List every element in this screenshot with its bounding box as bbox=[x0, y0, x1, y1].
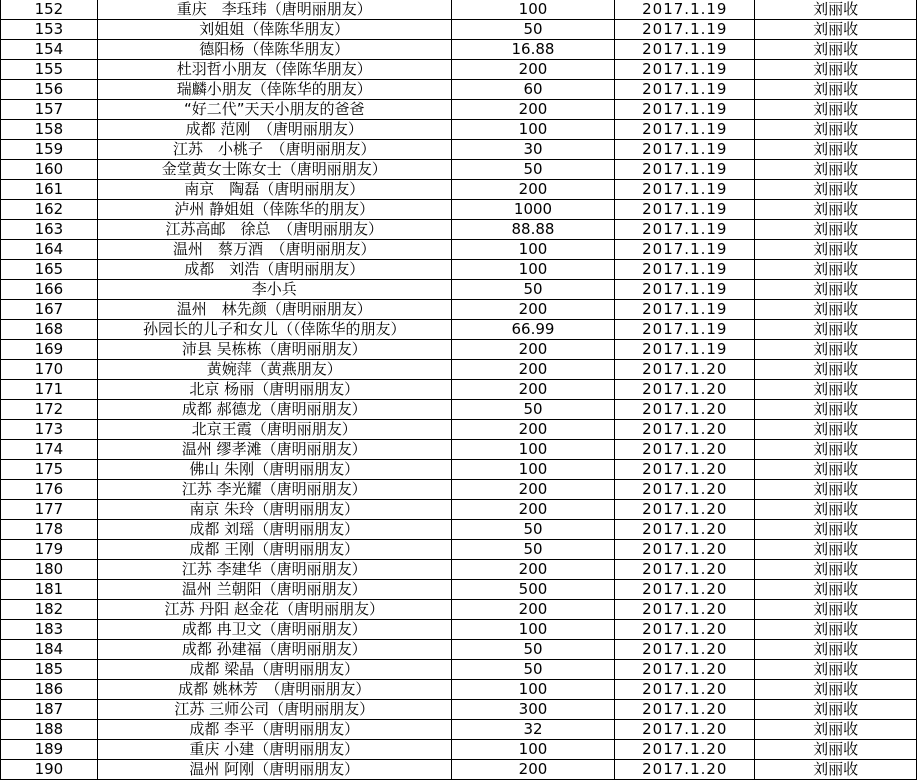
table-row bbox=[1, 620, 917, 640]
cell-donor-name[interactable]: 江苏 三师公司（唐明丽朋友） bbox=[97, 700, 451, 720]
table-row bbox=[1, 340, 917, 360]
cell-number[interactable]: 181 bbox=[1, 580, 98, 600]
cell-amount[interactable]: 200 bbox=[451, 760, 615, 780]
cell-receiver[interactable]: 刘丽收 bbox=[755, 640, 917, 660]
table-row bbox=[1, 320, 917, 340]
cell-donor-name[interactable]: 温州 林先颜（唐明丽朋友） bbox=[97, 300, 451, 320]
cell-amount[interactable]: 100 bbox=[451, 260, 615, 280]
cell-amount[interactable]: 200 bbox=[451, 60, 615, 80]
cell-number[interactable]: 190 bbox=[1, 760, 98, 780]
cell-donor-name[interactable]: 孙园长的儿子和女儿（（倖陈华的朋友） bbox=[97, 320, 451, 340]
cell-date[interactable]: 2017.1.19 bbox=[615, 160, 755, 180]
cell-donor-name[interactable]: 成都 冉卫文（唐明丽朋友） bbox=[97, 620, 451, 640]
cell-date[interactable]: 2017.1.20 bbox=[615, 580, 755, 600]
cell-date[interactable]: 2017.1.20 bbox=[615, 680, 755, 700]
cell-receiver[interactable]: 刘丽收 bbox=[755, 620, 917, 640]
cell-date[interactable]: 2017.1.20 bbox=[615, 600, 755, 620]
cell-amount[interactable]: 200 bbox=[451, 500, 615, 520]
cell-amount[interactable]: 32 bbox=[451, 720, 615, 740]
cell-amount[interactable]: 50 bbox=[451, 400, 615, 420]
table-row bbox=[1, 680, 917, 700]
cell-amount[interactable]: 100 bbox=[451, 620, 615, 640]
cell-receiver[interactable]: 刘丽收 bbox=[755, 180, 917, 200]
cell-receiver[interactable]: 刘丽收 bbox=[755, 520, 917, 540]
cell-receiver[interactable]: 刘丽收 bbox=[755, 20, 917, 40]
cell-number[interactable]: 161 bbox=[1, 180, 98, 200]
cell-amount[interactable]: 200 bbox=[451, 420, 615, 440]
cell-number[interactable]: 185 bbox=[1, 660, 98, 680]
table-row bbox=[1, 80, 917, 100]
cell-donor-name[interactable]: 德阳杨（倖陈华朋友） bbox=[97, 40, 451, 60]
cell-amount[interactable]: 50 bbox=[451, 520, 615, 540]
cell-date[interactable]: 2017.1.20 bbox=[615, 540, 755, 560]
cell-number[interactable]: 178 bbox=[1, 520, 98, 540]
cell-number[interactable]: 179 bbox=[1, 540, 98, 560]
cell-date[interactable]: 2017.1.19 bbox=[615, 260, 755, 280]
cell-number[interactable]: 163 bbox=[1, 220, 98, 240]
cell-donor-name[interactable]: 成都 孙建福（唐明丽朋友） bbox=[97, 640, 451, 660]
cell-donor-name[interactable]: 成都 刘浩（唐明丽朋友） bbox=[97, 260, 451, 280]
table-row bbox=[1, 220, 917, 240]
cell-date[interactable]: 2017.1.20 bbox=[615, 360, 755, 380]
cell-number[interactable]: 162 bbox=[1, 200, 98, 220]
cell-date[interactable]: 2017.1.19 bbox=[615, 0, 755, 20]
cell-receiver[interactable]: 刘丽收 bbox=[755, 500, 917, 520]
table-row bbox=[1, 760, 917, 780]
cell-receiver[interactable]: 刘丽收 bbox=[755, 80, 917, 100]
cell-amount[interactable]: 1000 bbox=[451, 200, 615, 220]
cell-number[interactable]: 184 bbox=[1, 640, 98, 660]
cell-donor-name[interactable]: 黄婉萍（黄燕朋友） bbox=[97, 360, 451, 380]
cell-date[interactable]: 2017.1.20 bbox=[615, 560, 755, 580]
cell-number[interactable]: 180 bbox=[1, 560, 98, 580]
cell-amount[interactable]: 50 bbox=[451, 20, 615, 40]
cell-amount[interactable]: 60 bbox=[451, 80, 615, 100]
cell-donor-name[interactable]: 刘姐姐（倖陈华朋友） bbox=[97, 20, 451, 40]
cell-receiver[interactable]: 刘丽收 bbox=[755, 560, 917, 580]
cell-amount[interactable]: 200 bbox=[451, 560, 615, 580]
cell-receiver[interactable]: 刘丽收 bbox=[755, 700, 917, 720]
table-row bbox=[1, 60, 917, 80]
cell-amount[interactable]: 50 bbox=[451, 640, 615, 660]
table-row bbox=[1, 380, 917, 400]
cell-date[interactable]: 2017.1.20 bbox=[615, 420, 755, 440]
cell-receiver[interactable]: 刘丽收 bbox=[755, 160, 917, 180]
table-row bbox=[1, 0, 917, 20]
cell-amount[interactable]: 100 bbox=[451, 240, 615, 260]
cell-date[interactable]: 2017.1.19 bbox=[615, 320, 755, 340]
cell-receiver[interactable]: 刘丽收 bbox=[755, 760, 917, 780]
cell-donor-name[interactable]: 温州 阿刚（唐明丽朋友） bbox=[97, 760, 451, 780]
cell-number[interactable]: 168 bbox=[1, 320, 98, 340]
table-row bbox=[1, 140, 917, 160]
table-row bbox=[1, 560, 917, 580]
cell-number[interactable]: 152 bbox=[1, 0, 98, 20]
cell-donor-name[interactable]: 南京 朱玲（唐明丽朋友） bbox=[97, 500, 451, 520]
cell-date[interactable]: 2017.1.20 bbox=[615, 640, 755, 660]
table-row bbox=[1, 120, 917, 140]
cell-number[interactable]: 174 bbox=[1, 440, 98, 460]
cell-receiver[interactable]: 刘丽收 bbox=[755, 480, 917, 500]
cell-date[interactable]: 2017.1.20 bbox=[615, 720, 755, 740]
cell-number[interactable]: 187 bbox=[1, 700, 98, 720]
cell-date[interactable]: 2017.1.20 bbox=[615, 620, 755, 640]
cell-donor-name[interactable]: 成都 郝德龙（唐明丽朋友） bbox=[97, 400, 451, 420]
cell-date[interactable]: 2017.1.19 bbox=[615, 60, 755, 80]
cell-donor-name[interactable]: 重庆 小建（唐明丽朋友） bbox=[97, 740, 451, 760]
table-row bbox=[1, 400, 917, 420]
table-row bbox=[1, 660, 917, 680]
cell-amount[interactable]: 66.99 bbox=[451, 320, 615, 340]
cell-date[interactable]: 2017.1.20 bbox=[615, 700, 755, 720]
table-row bbox=[1, 300, 917, 320]
cell-date[interactable]: 2017.1.20 bbox=[615, 740, 755, 760]
cell-donor-name[interactable]: 瑞麟小朋友（倖陈华的朋友） bbox=[97, 80, 451, 100]
cell-date[interactable]: 2017.1.20 bbox=[615, 460, 755, 480]
cell-number[interactable]: 153 bbox=[1, 20, 98, 40]
table-row bbox=[1, 580, 917, 600]
cell-number[interactable]: 173 bbox=[1, 420, 98, 440]
cell-date[interactable]: 2017.1.20 bbox=[615, 660, 755, 680]
cell-donor-name[interactable]: 南京 陶磊（唐明丽朋友） bbox=[97, 180, 451, 200]
cell-number[interactable]: 157 bbox=[1, 100, 98, 120]
cell-number[interactable]: 176 bbox=[1, 480, 98, 500]
ledger-body bbox=[1, 0, 917, 780]
table-row bbox=[1, 460, 917, 480]
cell-donor-name[interactable]: 温州 缪孝滩（唐明丽朋友） bbox=[97, 440, 451, 460]
cell-receiver[interactable]: 刘丽收 bbox=[755, 680, 917, 700]
cell-donor-name[interactable]: 成都 王刚（唐明丽朋友） bbox=[97, 540, 451, 560]
cell-amount[interactable]: 500 bbox=[451, 580, 615, 600]
cell-date[interactable]: 2017.1.20 bbox=[615, 380, 755, 400]
cell-date[interactable]: 2017.1.20 bbox=[615, 400, 755, 420]
cell-donor-name[interactable]: 沛县 吴栋栋（唐明丽朋友） bbox=[97, 340, 451, 360]
cell-number[interactable]: 158 bbox=[1, 120, 98, 140]
cell-number[interactable]: 182 bbox=[1, 600, 98, 620]
cell-amount[interactable]: 200 bbox=[451, 180, 615, 200]
cell-amount[interactable]: 88.88 bbox=[451, 220, 615, 240]
table-row bbox=[1, 200, 917, 220]
cell-date[interactable]: 2017.1.19 bbox=[615, 100, 755, 120]
cell-donor-name[interactable]: 金堂黄女士陈女士（唐明丽朋友） bbox=[97, 160, 451, 180]
cell-donor-name[interactable]: “好二代”天天小朋友的爸爸 bbox=[97, 100, 451, 120]
cell-date[interactable]: 2017.1.19 bbox=[615, 280, 755, 300]
cell-donor-name[interactable]: 温州 兰朝阳（唐明丽朋友） bbox=[97, 580, 451, 600]
cell-date[interactable]: 2017.1.20 bbox=[615, 440, 755, 460]
cell-number[interactable]: 169 bbox=[1, 340, 98, 360]
cell-donor-name[interactable]: 江苏高邮 徐总 （唐明丽朋友） bbox=[97, 220, 451, 240]
cell-amount[interactable]: 30 bbox=[451, 140, 615, 160]
cell-amount[interactable]: 50 bbox=[451, 660, 615, 680]
table-row bbox=[1, 440, 917, 460]
cell-number[interactable]: 183 bbox=[1, 620, 98, 640]
cell-donor-name[interactable]: 北京王霞（唐明丽朋友） bbox=[97, 420, 451, 440]
cell-number[interactable]: 164 bbox=[1, 240, 98, 260]
cell-date[interactable]: 2017.1.20 bbox=[615, 500, 755, 520]
cell-amount[interactable]: 16.88 bbox=[451, 40, 615, 60]
cell-donor-name[interactable]: 成都 李平（唐明丽朋友） bbox=[97, 720, 451, 740]
cell-receiver[interactable]: 刘丽收 bbox=[755, 220, 917, 240]
cell-number[interactable]: 159 bbox=[1, 140, 98, 160]
table-row bbox=[1, 160, 917, 180]
cell-donor-name[interactable]: 江苏 小桃子 （唐明丽朋友） bbox=[97, 140, 451, 160]
cell-number[interactable]: 172 bbox=[1, 400, 98, 420]
cell-receiver[interactable]: 刘丽收 bbox=[755, 100, 917, 120]
cell-amount[interactable]: 100 bbox=[451, 460, 615, 480]
cell-donor-name[interactable]: 成都 梁晶（唐明丽朋友） bbox=[97, 660, 451, 680]
table-row bbox=[1, 540, 917, 560]
cell-amount[interactable]: 200 bbox=[451, 480, 615, 500]
cell-receiver[interactable]: 刘丽收 bbox=[755, 320, 917, 340]
cell-receiver[interactable]: 刘丽收 bbox=[755, 300, 917, 320]
cell-receiver[interactable]: 刘丽收 bbox=[755, 140, 917, 160]
cell-receiver[interactable]: 刘丽收 bbox=[755, 400, 917, 420]
cell-receiver[interactable]: 刘丽收 bbox=[755, 460, 917, 480]
cell-donor-name[interactable]: 重庆 李珏玮（唐明丽朋友） bbox=[97, 0, 451, 20]
cell-number[interactable]: 170 bbox=[1, 360, 98, 380]
cell-amount[interactable]: 100 bbox=[451, 0, 615, 20]
cell-amount[interactable]: 200 bbox=[451, 360, 615, 380]
cell-date[interactable]: 2017.1.19 bbox=[615, 180, 755, 200]
cell-donor-name[interactable]: 成都 刘瑶（唐明丽朋友） bbox=[97, 520, 451, 540]
cell-date[interactable]: 2017.1.19 bbox=[615, 340, 755, 360]
cell-donor-name[interactable]: 佛山 朱刚（唐明丽朋友） bbox=[97, 460, 451, 480]
cell-number[interactable]: 175 bbox=[1, 460, 98, 480]
table-row bbox=[1, 740, 917, 760]
table-row bbox=[1, 240, 917, 260]
cell-receiver[interactable]: 刘丽收 bbox=[755, 420, 917, 440]
table-row bbox=[1, 40, 917, 60]
cell-receiver[interactable]: 刘丽收 bbox=[755, 380, 917, 400]
cell-number[interactable]: 154 bbox=[1, 40, 98, 60]
cell-receiver[interactable]: 刘丽收 bbox=[755, 120, 917, 140]
cell-number[interactable]: 171 bbox=[1, 380, 98, 400]
cell-donor-name[interactable]: 成都 范刚 （唐明丽朋友） bbox=[97, 120, 451, 140]
cell-receiver[interactable]: 刘丽收 bbox=[755, 440, 917, 460]
cell-donor-name[interactable]: 北京 杨丽（唐明丽朋友） bbox=[97, 380, 451, 400]
table-row bbox=[1, 700, 917, 720]
cell-amount[interactable]: 200 bbox=[451, 340, 615, 360]
cell-number[interactable]: 189 bbox=[1, 740, 98, 760]
cell-receiver[interactable]: 刘丽收 bbox=[755, 0, 917, 20]
table-row bbox=[1, 260, 917, 280]
table-row bbox=[1, 720, 917, 740]
table-row bbox=[1, 360, 917, 380]
cell-date[interactable]: 2017.1.20 bbox=[615, 760, 755, 780]
cell-number[interactable]: 186 bbox=[1, 680, 98, 700]
cell-date[interactable]: 2017.1.19 bbox=[615, 40, 755, 60]
cell-date[interactable]: 2017.1.19 bbox=[615, 120, 755, 140]
cell-amount[interactable]: 100 bbox=[451, 680, 615, 700]
cell-amount[interactable]: 50 bbox=[451, 280, 615, 300]
cell-receiver[interactable]: 刘丽收 bbox=[755, 40, 917, 60]
cell-donor-name[interactable]: 江苏 李建华（唐明丽朋友） bbox=[97, 560, 451, 580]
cell-number[interactable]: 177 bbox=[1, 500, 98, 520]
table-row bbox=[1, 20, 917, 40]
cell-receiver[interactable]: 刘丽收 bbox=[755, 260, 917, 280]
cell-donor-name[interactable]: 成都 姚林芳 （唐明丽朋友） bbox=[97, 680, 451, 700]
cell-date[interactable]: 2017.1.20 bbox=[615, 520, 755, 540]
table-row bbox=[1, 100, 917, 120]
cell-amount[interactable]: 200 bbox=[451, 100, 615, 120]
cell-donor-name[interactable]: 李小兵 bbox=[97, 280, 451, 300]
cell-receiver[interactable]: 刘丽收 bbox=[755, 740, 917, 760]
table-row bbox=[1, 180, 917, 200]
cell-number[interactable]: 167 bbox=[1, 300, 98, 320]
cell-donor-name[interactable]: 温州 蔡万酒 （唐明丽朋友） bbox=[97, 240, 451, 260]
cell-amount[interactable]: 300 bbox=[451, 700, 615, 720]
cell-number[interactable]: 165 bbox=[1, 260, 98, 280]
cell-donor-name[interactable]: 江苏 丹阳 赵金花（唐明丽朋友） bbox=[97, 600, 451, 620]
cell-date[interactable]: 2017.1.19 bbox=[615, 300, 755, 320]
cell-amount[interactable]: 100 bbox=[451, 120, 615, 140]
cell-number[interactable]: 166 bbox=[1, 280, 98, 300]
table-row bbox=[1, 420, 917, 440]
cell-receiver[interactable]: 刘丽收 bbox=[755, 60, 917, 80]
cell-date[interactable]: 2017.1.19 bbox=[615, 80, 755, 100]
cell-date[interactable]: 2017.1.19 bbox=[615, 220, 755, 240]
cell-date[interactable]: 2017.1.20 bbox=[615, 480, 755, 500]
table-row bbox=[1, 520, 917, 540]
table-row bbox=[1, 600, 917, 620]
table-row bbox=[1, 480, 917, 500]
cell-receiver[interactable]: 刘丽收 bbox=[755, 200, 917, 220]
cell-receiver[interactable]: 刘丽收 bbox=[755, 540, 917, 560]
cell-number[interactable]: 155 bbox=[1, 60, 98, 80]
cell-donor-name[interactable]: 杜羽哲小朋友（倖陈华朋友） bbox=[97, 60, 451, 80]
cell-donor-name[interactable]: 江苏 李光耀（唐明丽朋友） bbox=[97, 480, 451, 500]
cell-amount[interactable]: 50 bbox=[451, 540, 615, 560]
table-row bbox=[1, 280, 917, 300]
cell-receiver[interactable]: 刘丽收 bbox=[755, 600, 917, 620]
cell-amount[interactable]: 200 bbox=[451, 380, 615, 400]
cell-receiver[interactable]: 刘丽收 bbox=[755, 580, 917, 600]
cell-date[interactable]: 2017.1.19 bbox=[615, 20, 755, 40]
cell-receiver[interactable]: 刘丽收 bbox=[755, 280, 917, 300]
cell-date[interactable]: 2017.1.19 bbox=[615, 240, 755, 260]
cell-receiver[interactable]: 刘丽收 bbox=[755, 340, 917, 360]
cell-receiver[interactable]: 刘丽收 bbox=[755, 360, 917, 380]
cell-number[interactable]: 156 bbox=[1, 80, 98, 100]
table-row bbox=[1, 640, 917, 660]
cell-receiver[interactable]: 刘丽收 bbox=[755, 720, 917, 740]
cell-number[interactable]: 160 bbox=[1, 160, 98, 180]
cell-date[interactable]: 2017.1.19 bbox=[615, 200, 755, 220]
cell-date[interactable]: 2017.1.19 bbox=[615, 140, 755, 160]
cell-number[interactable]: 188 bbox=[1, 720, 98, 740]
cell-amount[interactable]: 100 bbox=[451, 740, 615, 760]
cell-donor-name[interactable]: 泸州 静姐姐（倖陈华的朋友） bbox=[97, 200, 451, 220]
cell-amount[interactable]: 50 bbox=[451, 160, 615, 180]
table-row bbox=[1, 500, 917, 520]
cell-receiver[interactable]: 刘丽收 bbox=[755, 660, 917, 680]
cell-amount[interactable]: 200 bbox=[451, 600, 615, 620]
cell-receiver[interactable]: 刘丽收 bbox=[755, 240, 917, 260]
cell-amount[interactable]: 100 bbox=[451, 440, 615, 460]
cell-amount[interactable]: 200 bbox=[451, 300, 615, 320]
